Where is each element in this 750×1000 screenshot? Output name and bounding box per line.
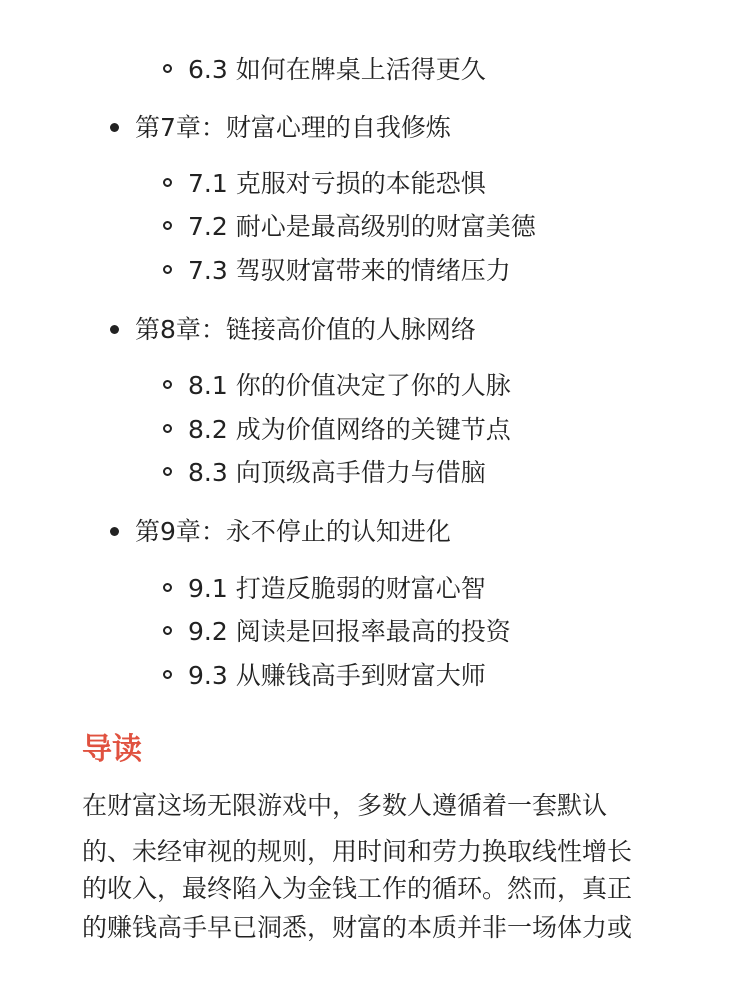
outline-chapter-7 (135, 112, 451, 144)
hollow-bullet-icon (163, 670, 172, 679)
hollow-bullet-icon (163, 64, 172, 73)
outline-sub-item-9-3 (188, 660, 486, 692)
intro-paragraph-line: 的、未经审视的规则，用时间和劳力换取线性增长 (82, 837, 633, 866)
outline-sub-item-7-2 (188, 211, 536, 243)
intro-paragraph-line: 在财富这场无限游戏中，多数人遵循着一套默认 (82, 791, 608, 820)
hollow-bullet-icon (163, 583, 172, 592)
outline-sub-item-8-1 (188, 370, 511, 402)
outline-sub-item-9-2 (188, 616, 511, 648)
hollow-bullet-icon (163, 424, 172, 433)
hollow-bullet-icon (163, 467, 172, 476)
filled-bullet-icon (110, 527, 119, 536)
intro-paragraph-line: 的收入，最终陷入为金钱工作的循环。然而，真正 (82, 874, 633, 903)
outline-chapter-label: 第9章：永不停止的认知进化 (135, 517, 451, 546)
outline-sub-item-label: 8.3 向顶级高手借力与借脑 (188, 458, 486, 487)
outline-sub-item-label: 8.2 成为价值网络的关键节点 (188, 415, 511, 444)
outline-sub-item-7-1 (188, 168, 486, 200)
outline-sub-item-7-3 (188, 255, 511, 287)
outline-sub-item-label: 7.3 驾驭财富带来的情绪压力 (188, 256, 511, 285)
intro-paragraph-line: 的赚钱高手早已洞悉，财富的本质并非一场体力或 (82, 913, 633, 942)
outline-sub-item-label: 9.3 从赚钱高手到财富大师 (188, 661, 486, 690)
outline-sub-item-label: 7.1 克服对亏损的本能恐惧 (188, 169, 486, 198)
outline-sub-item-label: 9.1 打造反脆弱的财富心智 (188, 574, 486, 603)
hollow-bullet-icon (163, 626, 172, 635)
outline-chapter-8 (135, 314, 476, 346)
outline-sub-item-label: 8.1 你的价值决定了你的人脉 (188, 371, 511, 400)
hollow-bullet-icon (163, 380, 172, 389)
section-heading: 导读 (82, 732, 142, 767)
outline-sub-item-label: 7.2 耐心是最高级别的财富美德 (188, 212, 536, 241)
outline-sub-item-label: 9.2 阅读是回报率最高的投资 (188, 617, 511, 646)
outline-sub-item-6-3 (188, 54, 486, 86)
outline-chapter-label: 第7章：财富心理的自我修炼 (135, 113, 451, 142)
hollow-bullet-icon (163, 265, 172, 274)
filled-bullet-icon (110, 325, 119, 334)
outline-sub-item-label: 6.3 如何在牌桌上活得更久 (188, 55, 486, 84)
hollow-bullet-icon (163, 221, 172, 230)
outline-sub-item-8-3 (188, 457, 486, 489)
filled-bullet-icon (110, 123, 119, 132)
outline-sub-item-9-1 (188, 573, 486, 605)
outline-chapter-9 (135, 516, 451, 548)
outline-chapter-label: 第8章：链接高价值的人脉网络 (135, 315, 476, 344)
outline-sub-item-8-2 (188, 414, 511, 446)
hollow-bullet-icon (163, 178, 172, 187)
